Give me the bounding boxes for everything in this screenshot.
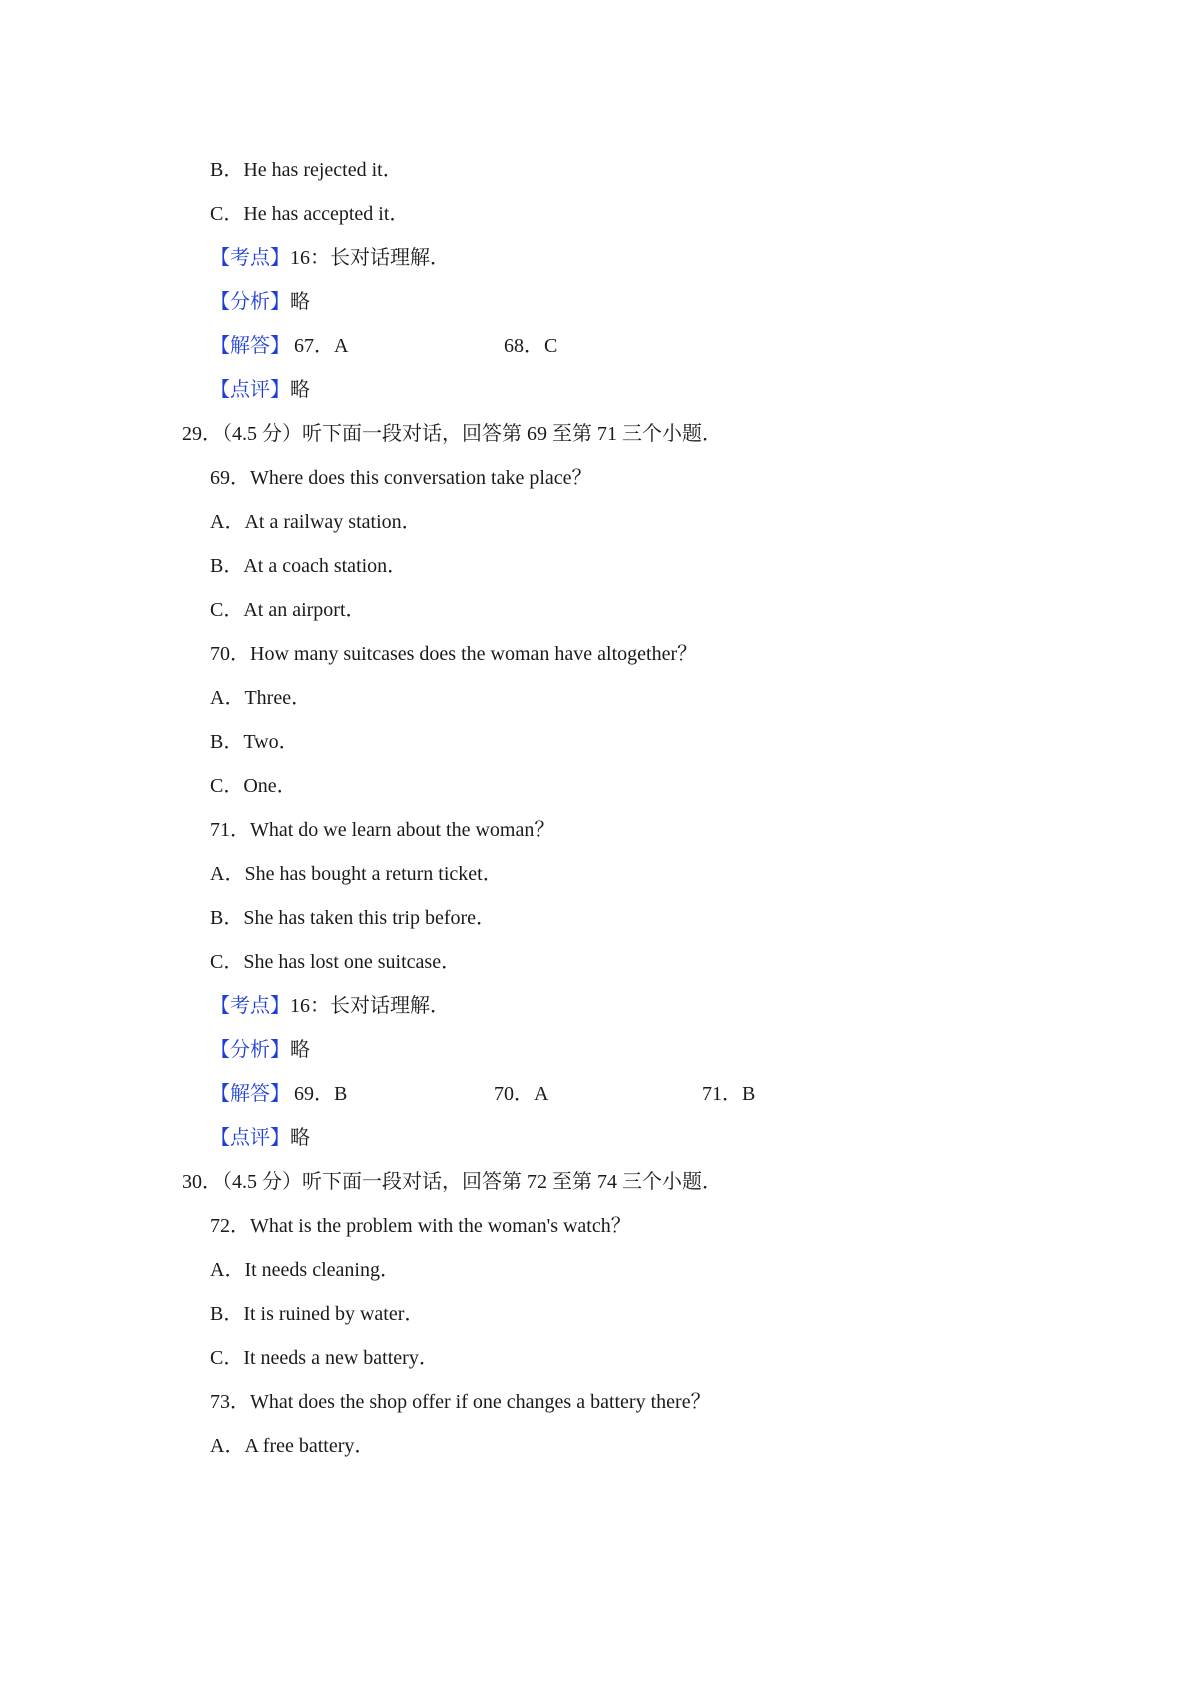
question-73-option-a: A．A free battery． — [210, 1435, 375, 1457]
q29-fenxi-line — [210, 1037, 310, 1063]
question-29-header: 29．（4.5 分）听下面一段对话，回答第 69 至第 71 三个小题． — [182, 423, 722, 445]
q29-dianping-line — [210, 1125, 310, 1151]
dianping-tag: 【点评】 — [210, 1127, 290, 1149]
question-69-stem: 69．Where does this conversation take place？ — [210, 467, 592, 489]
question-69-option-a: A．At a railway station． — [210, 511, 422, 533]
fenxi-line — [210, 289, 310, 315]
fenxi-tag: 【分析】 — [210, 1039, 290, 1061]
question-30-header: 30．（4.5 分）听下面一段对话，回答第 72 至第 74 三个小题． — [182, 1171, 722, 1193]
jieda-line — [210, 333, 1010, 359]
answer-68: 68．C — [504, 335, 558, 357]
question-73-stem: 73．What does the shop offer if one changes a battery there？ — [210, 1391, 711, 1413]
dianping-text: 略 — [290, 379, 310, 401]
kaodian-tag: 【考点】 — [210, 995, 290, 1017]
question-71-option-c: C．She has lost one suitcase． — [210, 951, 462, 973]
answer-67: 67．A — [294, 335, 349, 357]
question-71-option-a: A．She has bought a return ticket． — [210, 863, 503, 885]
question-69-option-b: B．At a coach station． — [210, 555, 408, 577]
answer-71: 71．B — [702, 1083, 756, 1105]
dianping-line — [210, 377, 310, 403]
option-c: C．He has accepted it． — [210, 203, 410, 225]
question-70-option-a: A．Three． — [210, 687, 312, 709]
question-70-option-c: C．One． — [210, 775, 297, 797]
question-72-option-a: A．It needs cleaning． — [210, 1259, 400, 1281]
question-71-stem: 71．What do we learn about the woman？ — [210, 819, 555, 841]
question-70-option-b: B．Two． — [210, 731, 299, 753]
answer-70: 70．A — [494, 1083, 549, 1105]
fenxi-tag: 【分析】 — [210, 291, 290, 313]
question-69-option-c: C．At an airport． — [210, 599, 366, 621]
question-72-option-c: C．It needs a new battery． — [210, 1347, 439, 1369]
dianping-tag: 【点评】 — [210, 379, 290, 401]
question-70-stem: 70．How many suitcases does the woman have altogether？ — [210, 643, 698, 665]
answer-69: 69．B — [294, 1083, 348, 1105]
fenxi-text: 略 — [290, 1039, 310, 1061]
q29-kaodian-line — [210, 993, 450, 1019]
option-b: B．He has rejected it． — [210, 159, 403, 181]
question-72-option-b: B．It is ruined by water． — [210, 1303, 425, 1325]
kaodian-line — [210, 245, 450, 271]
jieda-tag: 【解答】 — [210, 1083, 290, 1105]
question-71-option-b: B．She has taken this trip before． — [210, 907, 497, 929]
kaodian-tag: 【考点】 — [210, 247, 290, 269]
fenxi-text: 略 — [290, 291, 310, 313]
q29-jieda-line — [210, 1081, 1010, 1107]
kaodian-text: 16：长对话理解． — [290, 247, 450, 269]
kaodian-text: 16：长对话理解． — [290, 995, 450, 1017]
dianping-text: 略 — [290, 1127, 310, 1149]
question-72-stem: 72．What is the problem with the woman's watch？ — [210, 1215, 631, 1237]
jieda-tag: 【解答】 — [210, 335, 290, 357]
